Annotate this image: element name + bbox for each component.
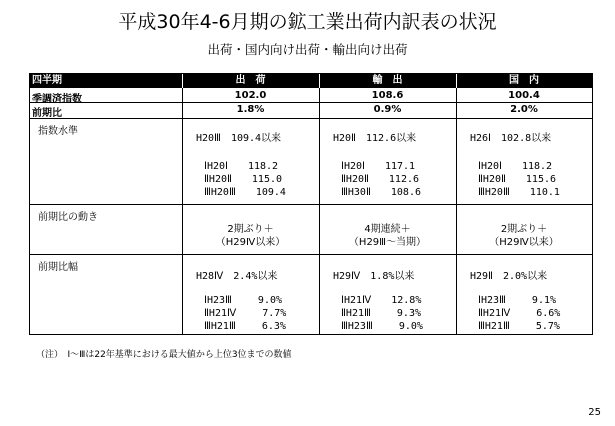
width-domestic-rank-3: ⅢH21Ⅲ 5.7%: [478, 321, 560, 332]
header-label: 四半期: [32, 75, 62, 86]
table-row-qoq: [30, 104, 592, 117]
level-domestic-rank-2: ⅡH20Ⅱ 115.6: [478, 174, 557, 185]
level-export-rank-1: ⅠH20Ⅰ 117.1: [341, 161, 416, 172]
level-shipments-top: H20Ⅲ 109.4以来: [196, 133, 282, 144]
header-col-export: 輸 出: [372, 75, 403, 86]
row-label-index: 季調済指数: [32, 94, 82, 105]
level-domestic-rank-3: ⅢH20Ⅲ 110.1: [478, 187, 560, 198]
level-domestic-rank-1: ⅠH20Ⅰ 118.2: [478, 161, 553, 172]
level-export-rank-2: ⅡH20Ⅱ 112.6: [341, 174, 420, 185]
level-shipments-rank-2: ⅡH20Ⅱ 115.0: [204, 174, 283, 185]
level-export-rank-3: ⅢH30Ⅱ 108.6: [341, 187, 421, 198]
width-shipments-rank-3: ⅢH21Ⅲ 6.3%: [204, 321, 286, 332]
trend-shipments-main: 2期ぶり＋: [227, 224, 274, 235]
footnote: （注） Ⅰ～Ⅲは22年基準における最大値から上位3位までの数値: [36, 350, 292, 360]
trend-export-main: 4期連続＋: [364, 224, 411, 235]
width-domestic-top: H29Ⅱ 2.0%以来: [470, 271, 548, 282]
section-label-width: 前期比幅: [38, 262, 78, 273]
page-subtitle: 出荷・国内向け出荷・輸出向け出荷: [207, 42, 408, 57]
page-number: 25: [588, 407, 601, 418]
trend-shipments-sub: （H29Ⅳ以来）: [215, 237, 286, 248]
width-shipments-rank-2: ⅡH21Ⅳ 7.7%: [204, 308, 287, 319]
header-col-shipments: 出 荷: [235, 75, 266, 86]
qoq-export: 0.9%: [373, 104, 402, 115]
page-title: 平成30年4-6月期の鉱工業出荷内訳表の状況: [118, 11, 497, 33]
qoq-shipments: 1.8%: [236, 104, 265, 115]
level-shipments-rank-3: ⅢH20Ⅲ 109.4: [204, 187, 286, 198]
width-export-top: H29Ⅳ 1.8%以来: [333, 271, 415, 282]
width-shipments-top: H28Ⅳ 2.4%以来: [196, 271, 278, 282]
summary-table: [29, 73, 593, 335]
trend-domestic-main: 2期ぶり＋: [500, 224, 548, 235]
index-export: 108.6: [371, 90, 404, 101]
level-export-top: H20Ⅱ 112.6以来: [333, 133, 417, 144]
trend-export-sub: （H29Ⅲ～当期）: [348, 237, 427, 248]
table-header-row: [30, 74, 592, 88]
width-export-rank-1: ⅠH21Ⅳ 12.8%: [341, 295, 422, 306]
header-col-domestic: 国 内: [509, 75, 539, 86]
level-shipments-rank-1: ⅠH20Ⅰ 118.2: [204, 161, 279, 172]
row-label-qoq: 前期比: [32, 108, 62, 119]
width-export-rank-3: ⅢH23Ⅲ 9.0%: [341, 321, 423, 332]
section-label-level: 指数水準: [38, 126, 78, 137]
width-shipments-rank-1: ⅠH23Ⅲ 9.0%: [204, 295, 283, 306]
width-export-rank-2: ⅡH21Ⅲ 9.3%: [341, 308, 421, 319]
width-domestic-rank-1: ⅠH23Ⅲ 9.1%: [478, 295, 557, 306]
index-shipments: 102.0: [234, 90, 267, 101]
trend-domestic-sub: （H29Ⅳ以来）: [489, 237, 559, 248]
section-label-trend: 前期比の動き: [38, 212, 98, 223]
qoq-domestic: 2.0%: [510, 104, 538, 115]
level-domestic-top: H26Ⅰ 102.8以来: [470, 133, 552, 144]
width-domestic-rank-2: ⅡH21Ⅳ 6.6%: [478, 308, 561, 319]
index-domestic: 100.4: [508, 90, 540, 101]
